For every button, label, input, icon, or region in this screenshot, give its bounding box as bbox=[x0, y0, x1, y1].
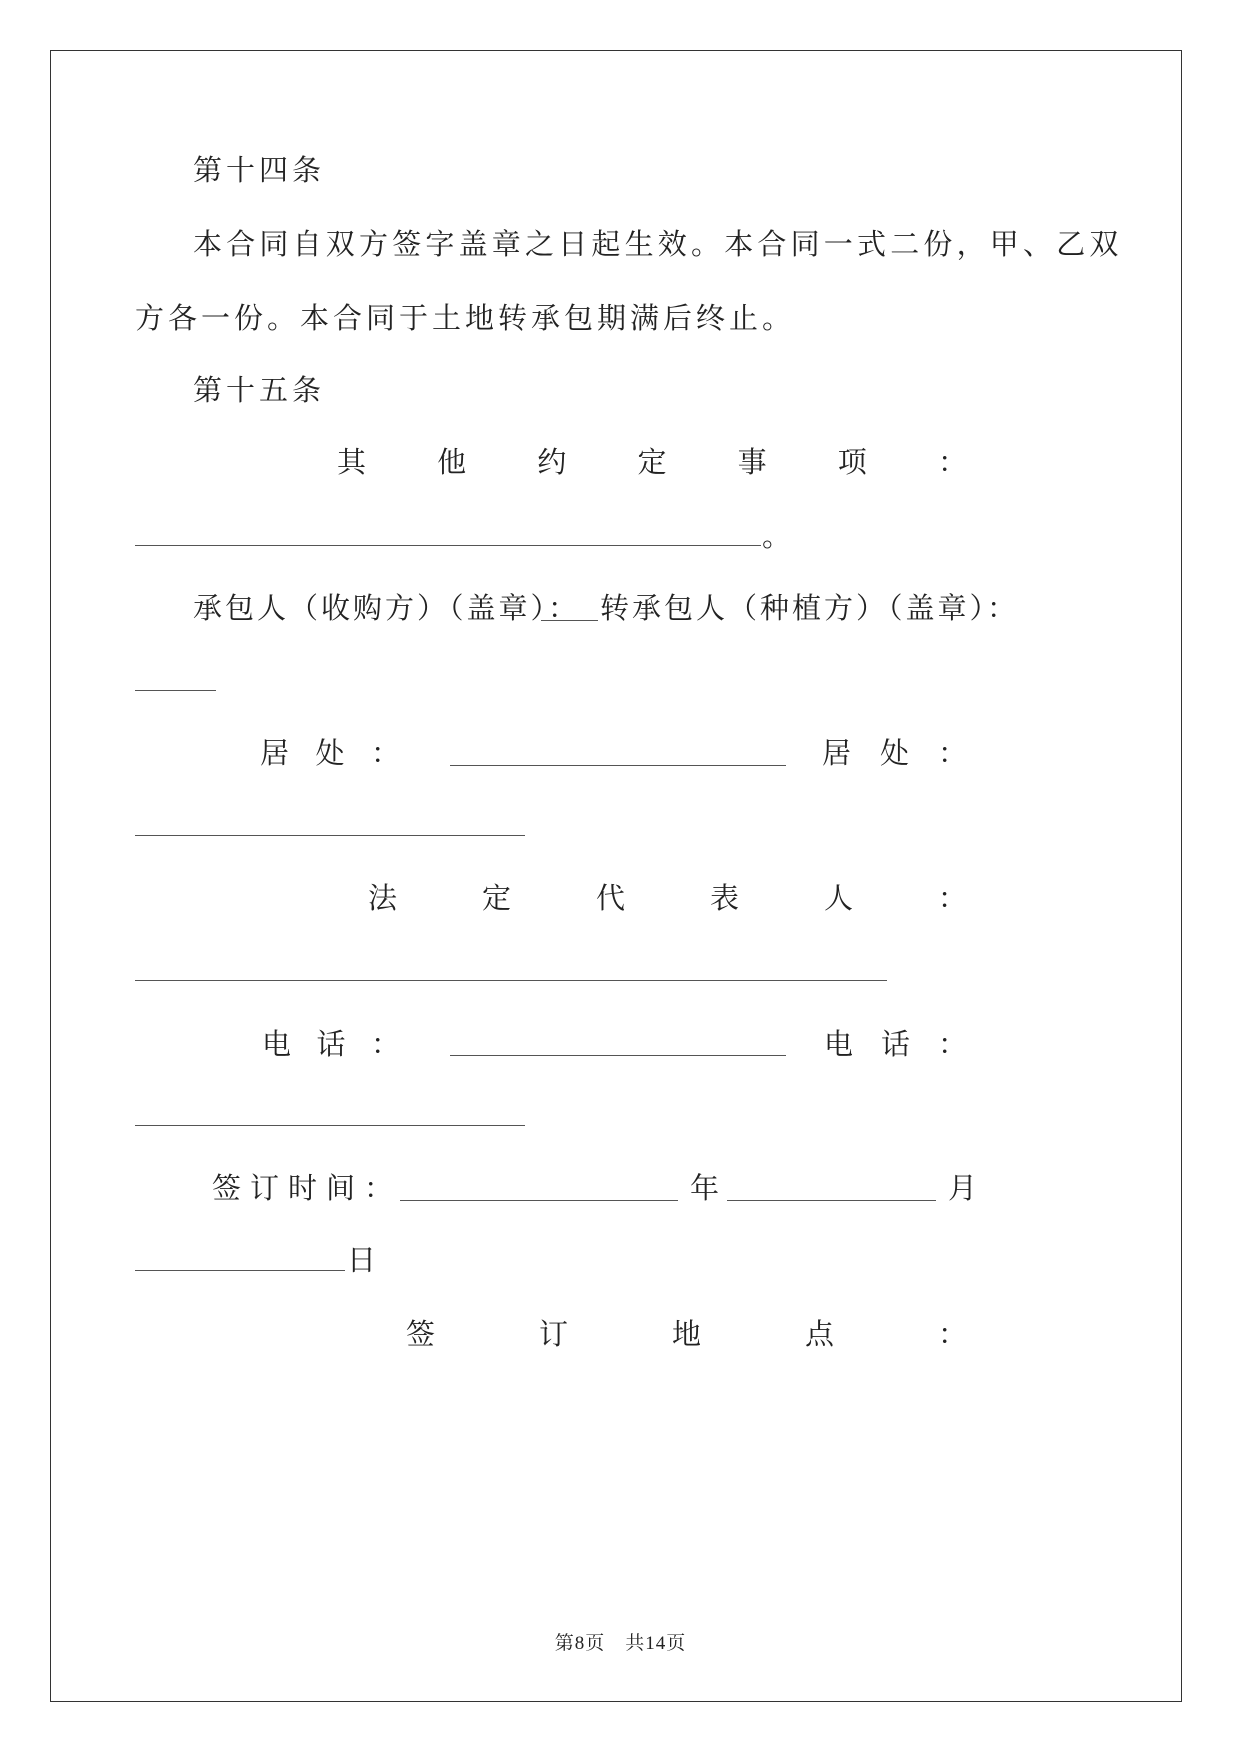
phone-char: 话 bbox=[316, 1027, 346, 1061]
signing-place-char: 地 bbox=[671, 1317, 701, 1351]
signing-day-unit: 日 bbox=[347, 1243, 381, 1277]
article-14-line1: 本合同自双方签字盖章之日起生效。本合同一式二份，甲、乙双 bbox=[193, 227, 1123, 261]
signing-place-char: 签 bbox=[406, 1317, 436, 1351]
signing-place-char: 点 bbox=[804, 1317, 834, 1351]
phone-char: ： bbox=[937, 1027, 967, 1061]
signing-year-blank[interactable] bbox=[400, 1200, 678, 1201]
signing-time-label: 签订时间： bbox=[212, 1171, 403, 1205]
signing-month-unit: 月 bbox=[948, 1171, 982, 1205]
residence-a-blank[interactable] bbox=[450, 765, 786, 766]
legal-rep-char: 代 bbox=[595, 881, 625, 915]
contractor-label: 承包人（收购方）（盖章）： bbox=[193, 591, 581, 625]
residence-b-blank[interactable] bbox=[135, 835, 525, 836]
signing-place-label bbox=[406, 1316, 967, 1352]
other-matters-char: ： bbox=[937, 445, 967, 479]
phone-char: 话 bbox=[880, 1027, 910, 1061]
signing-place-char: 订 bbox=[538, 1317, 568, 1351]
phone-label-b bbox=[824, 1026, 967, 1062]
legal-rep-label bbox=[368, 880, 967, 916]
other-matters-char: 约 bbox=[537, 445, 567, 479]
phone-label-a bbox=[262, 1026, 400, 1062]
residence-label-b bbox=[822, 735, 967, 771]
signing-day-blank[interactable] bbox=[135, 1270, 345, 1271]
signing-month-blank[interactable] bbox=[727, 1200, 936, 1201]
legal-rep-char: 人 bbox=[823, 881, 853, 915]
residence-char: 居 bbox=[822, 736, 852, 770]
legal-rep-char: 定 bbox=[481, 881, 511, 915]
legal-rep-char: 法 bbox=[368, 881, 398, 915]
article-15-heading: 第十五条 bbox=[193, 373, 326, 407]
contractor-seal-blank[interactable] bbox=[541, 620, 598, 621]
other-matters-char: 项 bbox=[837, 445, 867, 479]
phone-b-blank[interactable] bbox=[135, 1125, 525, 1126]
other-matters-label bbox=[337, 444, 967, 480]
residence-char: ： bbox=[937, 736, 967, 770]
article-14-line2: 方各一份。本合同于土地转承包期满后终止。 bbox=[135, 301, 796, 335]
phone-char: 电 bbox=[262, 1027, 292, 1061]
residence-char: 处 bbox=[315, 736, 345, 770]
residence-char: ： bbox=[370, 736, 400, 770]
page-border bbox=[50, 50, 1182, 1702]
page-number: 第8页 共14页 bbox=[554, 1633, 687, 1654]
phone-char: 电 bbox=[824, 1027, 854, 1061]
residence-char: 处 bbox=[879, 736, 909, 770]
other-matters-char: 其 bbox=[337, 445, 367, 479]
legal-rep-char: ： bbox=[937, 881, 967, 915]
subcontractor-seal-blank[interactable] bbox=[135, 690, 216, 691]
article-14-heading: 第十四条 bbox=[193, 153, 326, 187]
signing-year-unit: 年 bbox=[690, 1171, 724, 1205]
signing-place-char: ： bbox=[937, 1317, 967, 1351]
phone-char: ： bbox=[370, 1027, 400, 1061]
other-matters-char: 事 bbox=[737, 445, 767, 479]
other-matters-char: 定 bbox=[637, 445, 667, 479]
legal-rep-blank[interactable] bbox=[135, 980, 887, 981]
subcontractor-label: 转承包人（种植方）（盖章）： bbox=[600, 591, 1020, 625]
residence-char: 居 bbox=[260, 736, 290, 770]
legal-rep-char: 表 bbox=[709, 881, 739, 915]
other-matters-end: 。 bbox=[762, 519, 796, 553]
residence-label-a bbox=[260, 735, 400, 771]
other-matters-blank[interactable] bbox=[135, 545, 761, 546]
other-matters-char: 他 bbox=[437, 445, 467, 479]
phone-a-blank[interactable] bbox=[450, 1055, 786, 1056]
